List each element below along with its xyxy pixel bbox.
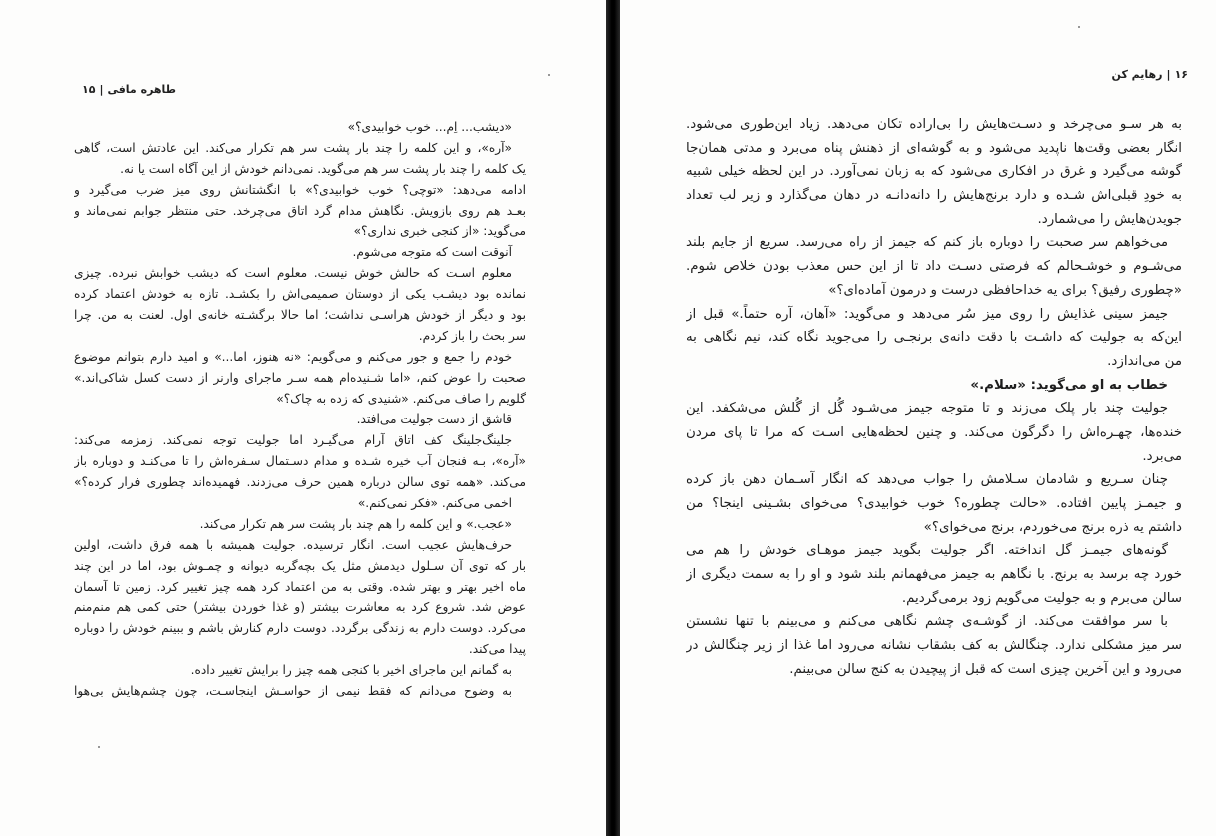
- text-line: من می‌اندازد.: [1107, 353, 1182, 369]
- text-line: می‌شـوم و خوشـحالم که فرصتی دسـت داد تا از این حس معذب بودن خلاص شوم.: [686, 259, 1182, 275]
- right-page-number: ۱۶: [1174, 68, 1188, 81]
- right-page: [620, 0, 1216, 836]
- text-line: «آره»، و این کلمه را چند بار پشت سر هم تکرار می‌کند. این عادتش است، گاهی: [74, 140, 512, 155]
- paper-speck: [1078, 26, 1080, 28]
- text-line: یک کلمه را چند بار پشت سر هم می‌گوید. نمی‌دانم خودش از این آگاه است یا نه.: [120, 161, 526, 176]
- text-line: سر بحث را باز کردم.: [418, 328, 526, 343]
- text-line: خنده‌ها، چهـره‌اش را دگرگون می‌کند. و چنین لحظه‌هایی اسـت که مرا تا پای مردن: [686, 424, 1182, 440]
- text-line: اخمی می‌کنم. «فکر نمی‌کنم.»: [357, 496, 512, 511]
- text-line: می‌رود و این آخرین چیزی است که قبل از پیچیدن به کنج سالن می‌بینم.: [789, 661, 1182, 677]
- text-line: بار که توی آن سـلول دیدمش مثل یک بچه‌گربه دیوانه و چمـوش بود، اما در این چند: [74, 558, 526, 573]
- text-line: ادامه می‌دهد: «توچی؟ خوب خوابیدی؟» با انگشتانش روی میز ضرب می‌گیرد و: [74, 182, 526, 197]
- left-page: [0, 0, 606, 836]
- text-line: معلوم اسـت که حالش خوش نیست. معلوم است که دیشب خوابش نبرده. چیزی: [74, 266, 512, 281]
- text-line: جیمز سینی غذایش را روی میز سُر می‌دهد و می‌گوید: «آهان، آره حتماً.» قبل از: [686, 306, 1168, 322]
- text-line: با سر موافقت می‌کند. از گوشـه‌ی چشم نگاهی می‌کنم و می‌بینم با تنها نشستن: [686, 614, 1168, 630]
- text-line: به هر سـو می‌چرخد و دسـت‌هایش را بی‌اراده تکان می‌دهد. زیاد این‌طوری می‌شود.: [686, 117, 1182, 132]
- left-page-header: طاهره مافی|۱۵: [82, 83, 177, 96]
- text-line: سر میز مشکلی ندارد. چنگالش به کف بشقاب نشانه می‌رود اما غذا از زیر چنگالش در: [686, 638, 1182, 654]
- book-gutter: [606, 0, 620, 836]
- text-line: آنوقت است که متوجه می‌شوم.: [352, 245, 512, 260]
- text-line: می‌کرد. دوست دارم به زندگی برگردد. دوست دارم کنارش باشم و ببینم خودش را دوباره: [74, 621, 526, 636]
- text-line: این‌که به جولیت که داشـت با دقت دانه‌ی برنجـی را می‌جوید نگاه کند، نیم نگاهی به: [686, 330, 1182, 346]
- text-line: داشتم یه ذره برنج می‌خوردم، برنج می‌خوای؟»: [923, 519, 1182, 535]
- left-page-number: ۱۵: [82, 83, 96, 96]
- text-line: سالن می‌برم و به جولیت می‌گویم زود برمی‌گردیم.: [901, 590, 1182, 606]
- text-line: خودم را جمع و جور می‌کنم و می‌گویم: «نه هنوز، اما...» و امید دارم بتوانم موضوع: [74, 349, 512, 364]
- text-line: نمانده بود دیشـب یکی از دوستان صمیمی‌اش را بکشـد. تازه به خودش اعتماد کرده: [74, 287, 526, 302]
- paper-speck: [98, 746, 100, 748]
- text-line: می‌کند. «همه توی سالن درباره همین حرف می‌زدند. فهمیده‌اند چطوری فرار کرده؟»: [74, 475, 526, 490]
- text-line: «عجب.» و این کلمه را هم چند بار پشت سر هم تکرار می‌کند.: [199, 516, 512, 531]
- text-line: «چطوری رفیق؟ برای یه خداحافظی درست و درمون آماده‌ای؟»: [828, 282, 1182, 298]
- book-title: رهایم کن: [1111, 68, 1163, 81]
- text-line: جویدن‌هایش را می‌شمارد.: [1037, 211, 1182, 227]
- text-line: بعـد هم روی بازویش. نگاهش مدام گرد اتاق می‌چرخد. حتی منتظر جوابم نمی‌ماند و: [74, 203, 526, 218]
- text-line: به گمانم این ماجرای اخیر با کنجی همه چیز را برایش تغییر داده.: [190, 663, 512, 678]
- text-line: گونه‌های جیمـز گل انداخته. اگر جولیت بگوید جیمز موهـای خودش را هم می: [686, 543, 1168, 559]
- text-line: می‌برد.: [1142, 448, 1182, 464]
- text-line: پیدا می‌کند.: [468, 642, 526, 657]
- text-line: «دیشب... اِم... خوب خوابیدی؟»: [347, 120, 512, 134]
- text-line: جلینگ‌جلینگ کف اتاق آرام می‌گیـرد اما جولیت توجه نمی‌کند. زمزمه می‌کند:: [74, 433, 512, 448]
- text-line: حرف‌هایش عجیب است. انگار ترسیده. جولیت همیشه با همه فرق داشت، اولین: [74, 537, 512, 552]
- text-line: قاشق از دست جولیت می‌افتد.: [356, 412, 512, 427]
- text-line: گلویم را صاف می‌کنم. «شنیدی که زده به چاک؟»: [276, 391, 526, 406]
- text-line: می‌گوید: «از کنجی خبری نداری؟»: [353, 224, 526, 239]
- text-line: انگار بعضی وقت‌ها ناپدید می‌شود و به گوشه‌ای از ذهنش پناه می‌برد و مدتی همان‌جا: [686, 140, 1182, 156]
- text-line: به وضوح می‌دانم که فقط نیمی از حواسـش اینجاسـت، چون چشم‌هایش بی‌هوا: [74, 684, 512, 699]
- text-line: چنان سـریع و شادمان سـلامش را جواب می‌دهد که انگار آسـمان دهن باز کرده: [686, 472, 1168, 488]
- right-page-body: [686, 113, 1182, 682]
- text-line: صحبت را عوض کنم، «اما شـنیده‌ام همه سـر ماجرای وارنر از دست کسل شاکی‌اند.»: [74, 370, 526, 385]
- text-line: می‌خواهم سر صحبت را دوباره باز کنم که جیمز از راه می‌رسد. سریع از جایم بلند: [686, 235, 1168, 251]
- text-line: گوشه می‌گیرد و غرق در افکاری می‌شود که به زبان نمی‌آورد. در این لحظه خیلی شبیه: [686, 164, 1182, 180]
- text-line: به خودِ قبلی‌اش شـده و دارد برنج‌هایش را دانه‌دانـه در دهان می‌گذارد و زیر لب تعداد: [686, 188, 1182, 204]
- text-line: «آره»، بـه فنجان آب خیره شـده و مدام دسـتمال سـفره‌اش را تا می‌کنـد و دوباره باز: [74, 454, 526, 469]
- text-line: جولیت چند بار پلک می‌زند و تا متوجه جیمز می‌شـود گُل از گُلش می‌شکفد. این: [686, 401, 1168, 417]
- left-page-body: [74, 117, 526, 702]
- text-line: خورد چه برسد به برنج. با نگاهم به جیمز می‌فهمانم بلند شود و او را به سمت دیگری از: [686, 567, 1182, 583]
- text-line: و جیمـز پایین افتاده. «حالت چطوره؟ خوب خوابیدی؟ می‌خوای بشـینی اینجا؟ من: [686, 496, 1182, 511]
- right-page-header: ۱۶|رهایم کن: [1111, 68, 1188, 81]
- text-line: ماه اخیر بهتر و بهتر شده. وقتی به من اعتماد کرد همه چیز تغییر کرد. زمین تا آسمان: [74, 579, 526, 594]
- text-line: خطاب به او می‌گوید: «سلام.»: [970, 377, 1168, 393]
- text-line: بود و دیگر از خودش هراسـی نداشت؛ اما حالا برگشـته خانه‌ی اول. لعنت به من. چرا: [74, 308, 526, 323]
- text-line: عوض شد. شروع کرد به معاشرت بیشتر (و غذا خوردن بیشتر) حتی کمی هم منم‌منم: [74, 600, 526, 615]
- author-name: طاهره مافی: [107, 83, 177, 96]
- paper-speck: [548, 74, 550, 76]
